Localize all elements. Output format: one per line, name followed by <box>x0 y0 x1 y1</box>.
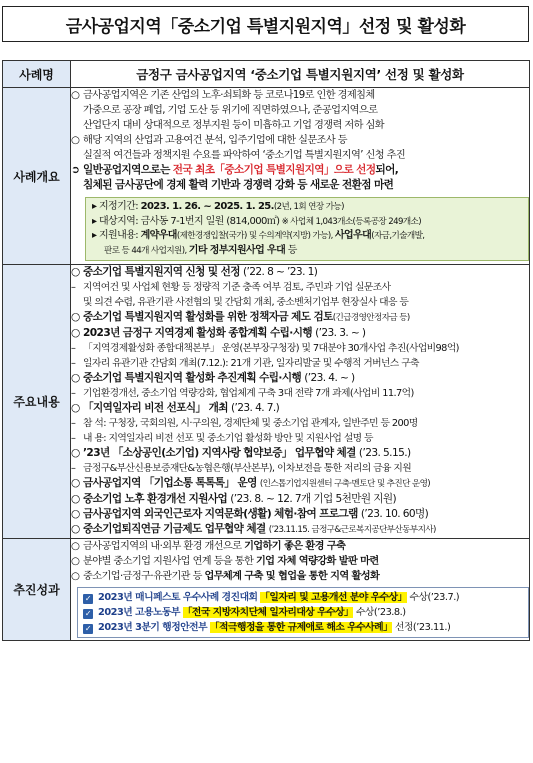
overview-p3-line1: ➲ 일반공업지역으로는 전국 최초「중소기업 특별지원지역」으로 선정되어, <box>71 164 399 176</box>
results-row <box>3 539 530 641</box>
content-item-5-sub2: – 내 용: 지역일자리 비전 선포 및 중소기업 활성화 방안 및 지원사업 설명 등 <box>71 433 373 444</box>
circle-bullet-icon: ○ <box>71 311 80 323</box>
highlight-first-nationwide: 전국 최초 <box>172 164 215 176</box>
circle-bullet-icon: ○ <box>71 372 80 384</box>
content-item-6: ○ ’23년 「소상공인(소기업) 지역사랑 협약보증」 업무협약 체결 (’23. 5.15.) <box>71 447 411 459</box>
overview-row <box>3 88 530 265</box>
label-content: 주요내용 <box>3 265 71 539</box>
awards-box <box>77 587 529 638</box>
overview-p2-line2: 실질적 여건들과 정책지원 수요를 파악하여 ‘중소기업 특별지원지역’ 신청 추진 <box>83 150 406 161</box>
award-1: ✓ 2023년 매니페스토 우수사례 경진대회 「일자리 및 고용개선 분야 우수상」 수상(’23.7.) <box>84 592 460 603</box>
overview-body <box>71 88 530 265</box>
content-item-2: ○ 중소기업 특별지원지역 활성화를 위한 정책자금 제도 검토(긴급경영안정자금 등) <box>71 311 410 323</box>
content-item-10: ○ 중소기업퇴직연금 기금제도 업무협약 체결 (’23.11.15. 금정구&근로복지공단부산동부지사) <box>71 523 436 535</box>
content-item-9: ○ 금사공업지역 외국인근로자 지역문화(생활) 체험·참여 프로그램 (’23. 10. 60명) <box>71 508 429 520</box>
award-2: ✓ 2023년 고용노동부 「전국 지방자치단체 일자리대상 우수상」 수상(’23.8.) <box>84 607 406 618</box>
check-box-icon: ✓ <box>84 594 92 603</box>
content-item-6-sub1: – 금정구&부산신용보증재단&농협은행(부산본부), 이차보전을 통한 저리의 금융 지원 <box>71 463 412 474</box>
content-item-4-sub1: – 기업환경개선, 중소기업 역량강화, 협업체계 구축 3대 전략 7개 과제(사업비 11.7억) <box>71 388 414 399</box>
circle-bullet-icon: ○ <box>71 447 80 459</box>
content-row <box>3 265 530 539</box>
content-item-1: ○ 중소기업 특별지원지역 신청 및 선정 (’22. 8 ~ ’23. 1) <box>71 266 318 278</box>
content-body <box>71 265 530 539</box>
triangle-bullet-icon: ▸ <box>92 201 99 212</box>
circle-bullet-icon: ○ <box>71 266 80 278</box>
highlight-selection: 「중소기업 특별지원지역」으로 선정 <box>214 164 376 176</box>
content-item-7: ○ 금사공업지역 「기업소통 톡톡톡」 운영 (인스톱기업지원센터 구축·멘토단 및 추진단 운영) <box>71 477 431 489</box>
result-1: ○ 금사공업지역의 내·외부 환경 개선으로 기업하기 좋은 환경 구축 <box>71 541 346 552</box>
overview-p3-line2: 침체된 금사공단에 경제 활력 기반과 경쟁력 강화 등 새로운 전환점 마련 <box>83 179 394 191</box>
circle-bullet-icon: ○ <box>71 508 80 520</box>
overview-p1-line3: 산업단지 대비 상대적으로 정부지원 등이 미흡하고 기업 경쟁력 저하 심화 <box>83 120 384 131</box>
dash-bullet-icon: – <box>71 358 76 369</box>
page-title: 금사공업지역「중소기업 특별지원지역」선정 및 활성화 <box>2 6 529 42</box>
designation-support: ▸ 지원내용: 계약우대(제한경쟁입찰(국가) 및 수의계약(지방) 가능), 사업우대(자금,기술개발, <box>92 230 425 241</box>
arrow-bullet-icon: ➲ <box>71 164 80 176</box>
content-item-5-sub1: – 참 석: 구청장, 국회의원, 시·구의원, 경제단체 및 중소기업 관계자, 일반주민 등 200명 <box>71 418 418 429</box>
circle-bullet-icon: ○ <box>71 541 80 552</box>
content-item-4: ○ 중소기업 특별지원지역 활성화 추진계획 수립·시행 (’23. 4. ~ ) <box>71 372 355 384</box>
content-item-1-sub1: – 지역여건 및 사업체 현황 등 정량적 기준 충족 여부 검토, 주민과 기업 실문조사 <box>71 282 391 293</box>
designation-period: ▸ 지정기간: 2023. 1. 26. ~ 2025. 1. 25.(2년, 1회 연장 가능) <box>92 201 344 212</box>
case-title: 금정구 금사공업지역 ‘중소기업 특별지원지역’ 선정 및 활성화 <box>71 61 530 88</box>
overview-p1-line1: ○ 금사공업지역은 기존 산업의 노후·쇠퇴화 등 코로나19로 인한 경제침체 <box>71 90 375 101</box>
content-item-3-sub2: – 일자리 유관기관 간담회 개최(7.12.): 21개 기관, 일자리발굴 및 수행적 거버넌스 구축 <box>71 358 419 369</box>
case-name-row <box>3 61 530 88</box>
circle-bullet-icon: ○ <box>71 402 80 414</box>
check-box-icon: ✓ <box>84 624 92 633</box>
case-table <box>2 60 530 641</box>
award-3: ✓ 2023년 3분기 행정안전부 「적극행정을 통한 규제애로 해소 우수사례」 선정(’23.11.) <box>84 622 451 633</box>
dash-bullet-icon: – <box>71 343 76 354</box>
check-box-icon: ✓ <box>84 609 92 618</box>
circle-bullet-icon: ○ <box>71 90 80 101</box>
circle-bullet-icon: ○ <box>71 556 80 567</box>
label-results: 추진성과 <box>3 539 71 641</box>
triangle-bullet-icon: ▸ <box>92 230 99 241</box>
circle-bullet-icon: ○ <box>71 135 80 146</box>
result-3: ○ 중소기업·금정구·유관기관 등 업무체계 구축 및 협업을 통한 지역 활성화 <box>71 571 380 582</box>
label-case-name: 사례명 <box>3 61 71 88</box>
designation-info-box <box>85 197 529 261</box>
dash-bullet-icon: – <box>71 282 76 293</box>
dash-bullet-icon: – <box>71 418 76 429</box>
result-2: ○ 분야별 중소기업 지원사업 연계 등을 통한 기업 자체 역량강화 발판 마련 <box>71 556 379 567</box>
circle-bullet-icon: ○ <box>71 523 80 535</box>
content-item-5: ○ 「지역일자리 비전 선포식」 개최 (’23. 4. 7.) <box>71 402 280 414</box>
dash-bullet-icon: – <box>71 433 76 444</box>
dash-bullet-icon: – <box>71 388 76 399</box>
circle-bullet-icon: ○ <box>71 493 80 505</box>
circle-bullet-icon: ○ <box>71 477 80 489</box>
results-body <box>71 539 530 641</box>
label-overview: 사례개요 <box>3 88 71 265</box>
content-item-3-sub1: – 「지역경제활성화 종합대책본부」 운영(본부장구청장) 및 7대분야 30개사업 추진(사업비98억) <box>71 343 459 354</box>
designation-support-cont: 판로 등 44개 사업지원), 기타 정부지원사업 우대 등 <box>104 244 297 256</box>
overview-p2-line1: ○ 해당 지역의 산업과 고용여건 분석, 입주기업에 대한 실문조사 등 <box>71 135 348 146</box>
content-item-1-sub2: 및 의견 수렴, 유관기관 사전협의 및 간담회 개최, 중소벤처기업부 현장실사 대응 등 <box>83 297 409 308</box>
content-item-3: ○ 2023년 금정구 지역경제 활성화 종합계획 수립·시행 (’23. 3. ~ ) <box>71 327 366 339</box>
triangle-bullet-icon: ▸ <box>92 215 99 227</box>
circle-bullet-icon: ○ <box>71 327 80 339</box>
dash-bullet-icon: – <box>71 463 76 474</box>
content-item-8: ○ 중소기업 노후 환경개선 지원사업 (’23. 8. ~ 12. 7개 기업 5천만원 지원) <box>71 493 397 505</box>
circle-bullet-icon: ○ <box>71 571 80 582</box>
overview-p1-line2: 가중으로 공장 폐업, 기업 도산 등 위기에 직면하였으나, 준공업지역으로 <box>83 105 378 116</box>
designation-area: ▸ 대상지역: 금사동 7-1번지 일원 (814,000㎡) ※ 사업체 1,043개소(등록공장 249개소) <box>92 215 421 227</box>
